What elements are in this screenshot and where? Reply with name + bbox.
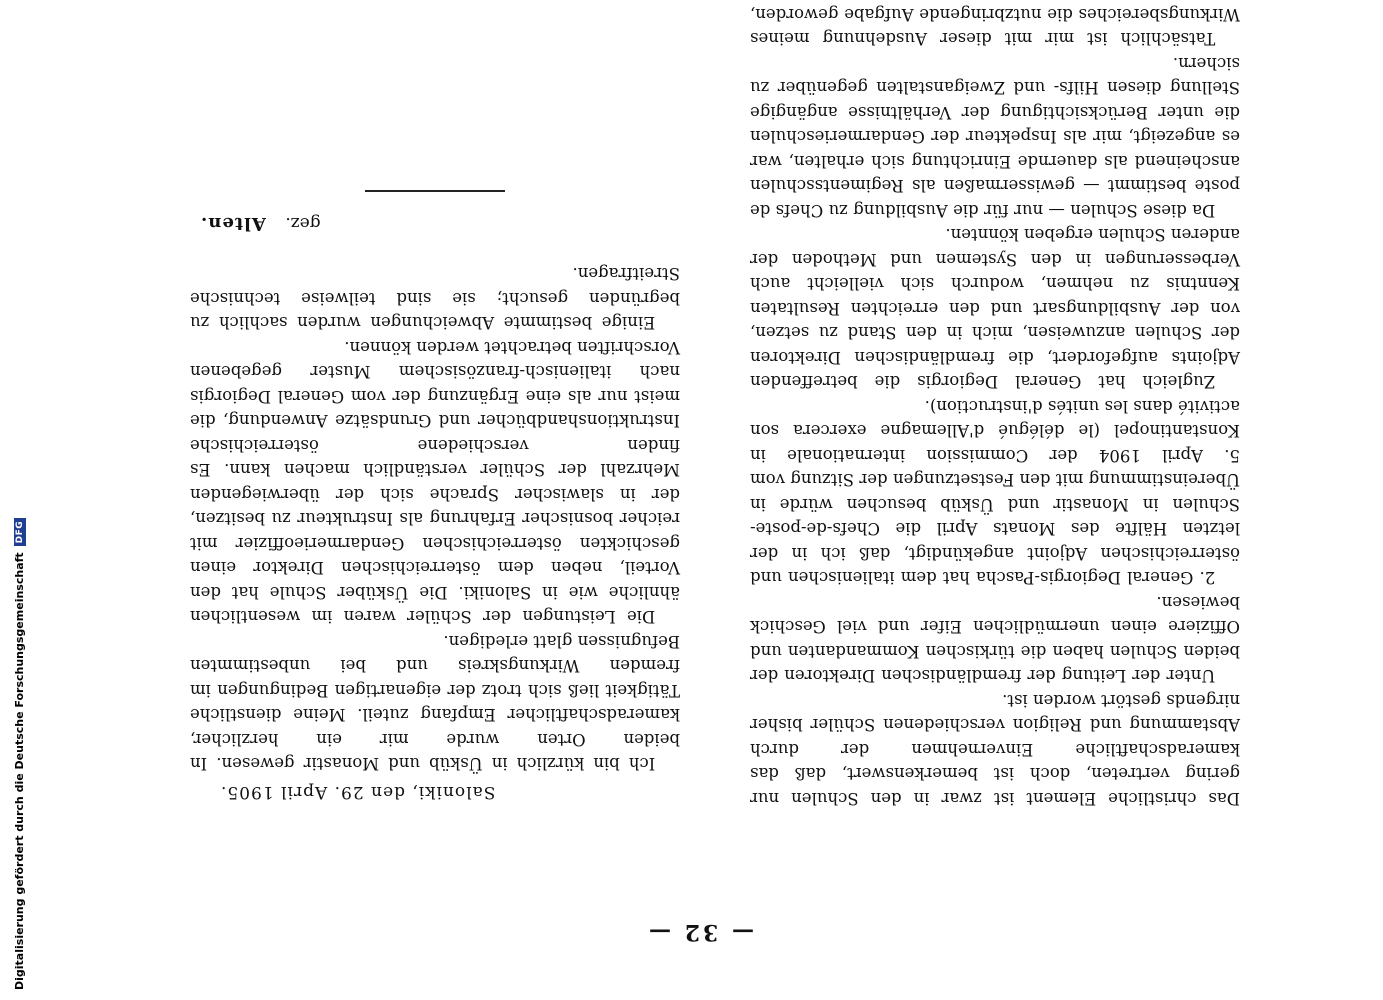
paragraph: Unter der Leitung der fremdländischen Direktoren der beiden Schulen haben die türkischen Kommandanten und Offiziere einen unermüdlichen Eifer und viel Geschick bewiesen. xyxy=(750,593,1240,686)
place-date-heading: Saloniki, den 29. April 1905. xyxy=(220,782,496,802)
paragraph: Da diese Schulen — nur für die Ausbildung zu Chefs de poste bestimmt — gewissermaßen als Regimentsschulen anscheinend als dauernde Einrichtung sich erhalten, war es angezeigt, mir als Inspekteur der Gendarmerieschulen die unter Berücksichtigung der Verhältnisse angängige Stellung diesen Hilfs- und Zweiganstalten gegenüber zu sichern. xyxy=(750,54,1240,220)
funding-note: Digitalisierung gefördert durch die Deutsche Forschungsgemeinschaft xyxy=(13,552,26,990)
digitization-credit xyxy=(13,518,26,990)
page-number: — 32 — xyxy=(646,919,754,945)
paragraph: Tatsächlich ist mir mit dieser Ausdehnung meines Wirkungsbereiches die nutzbringende Aufgabe geworden, xyxy=(750,5,1240,49)
paragraph: Die Leistungen der Schüler waren im wesentlichen ähnliche wie in Saloniki. Die Üsküber Schule hat den Vorteil, neben dem österreichischen Direktor einen geschickten österreichischen Gendarmerieoffizier mit reicher bosnischer Erfahrung als Instrukteur zu besitzen, der in slawischer Sprache sich der überwiegenden Mehrzahl der Schüler verständlich machen kann. Es finden verschiedene österreichische Instruktionshandbücher und Grundsätze Anwendung, die meist nur als eine Ergänzung der vom General Degiorgis nach italienisch-französischem Muster gegebenen Vorschriften betrachtet werden können. xyxy=(190,338,680,627)
paragraph: Einige bestimmte Abweichungen wurden sachlich zu begründen gesucht; sie sind teilweise technische Streitfragen. xyxy=(190,264,680,333)
document-page xyxy=(160,5,1240,945)
signature-prefix: gez. xyxy=(285,213,321,233)
left-column xyxy=(750,0,1240,810)
signature xyxy=(200,211,680,236)
divider xyxy=(365,191,505,193)
paragraph: Das christliche Element ist zwar in den Schulen nur gering vertreten, doch ist bemerkenswert, daß das kameradschaftliche Einvernehmen der durch Abstammung und Religion verschiedenen Schüler bisher nirgends gestört worden ist. xyxy=(750,691,1240,808)
paragraph: Ich bin kürzlich in Üsküb und Monastir gewesen. In beiden Orten wurde mir ein herzlicher, kameradschaftlicher Empfang zuteil. Meine dienstliche Tätigkeit ließ sich trotz der eigenartigen Bedingungen im fremden Wirkungskreis und bei unbestimmten Befugnissen glatt erledigen. xyxy=(190,632,680,774)
dfg-logo: DFG xyxy=(14,518,26,547)
signature-name: Alten. xyxy=(200,213,266,234)
digitization-sidebar xyxy=(0,0,26,1000)
paragraph: Zugleich hat General Degiorgis die betreffenden Adjoints aufgefordert, die fremdländischen Direktoren der Schulen anzuweisen, mich in den Stand zu setzen, von der Ausbildungsart und den erreichten Resultaten Kenntnis zu nehmen, wodurch sich vielleicht auch Verbesserungen in den Systemen und Methoden der anderen Schulen ergeben könnten. xyxy=(750,225,1240,392)
paragraph: 2. General Degiorgis-Pascha hat dem italienischen und österreichischen Adjoint angekündigt, daß ich in der letzten Hälfte des Monats April die Chefs-de-poste-Schulen in Monastir und Üsküb besuchen würde in Übereinstimmung mit den Festsetzungen der Sitzung vom 5. April 1904 der Commission internationale in Konstantinopel (le délégué d'Allemagne exercera son activité dans les unités d'instruction). xyxy=(750,397,1240,588)
right-column xyxy=(190,177,680,811)
